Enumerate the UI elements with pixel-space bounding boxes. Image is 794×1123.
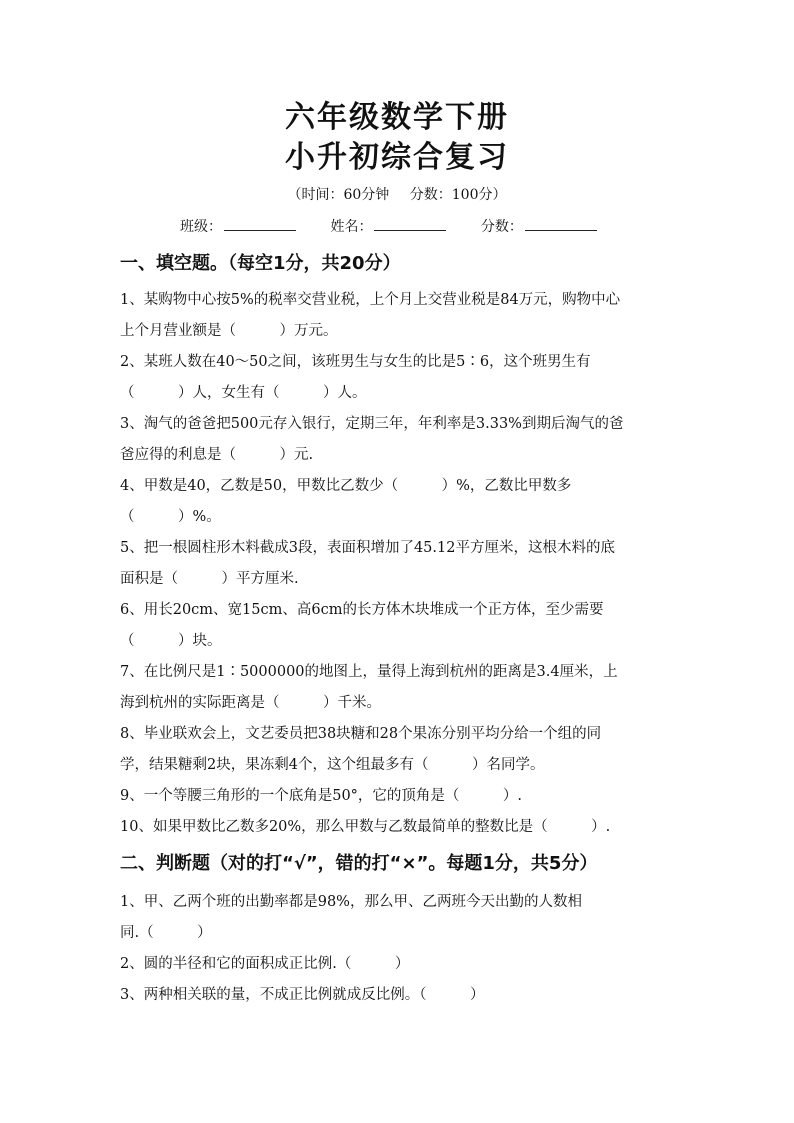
question-4-line-2: （ ）%。	[120, 509, 221, 525]
question-10	[120, 812, 676, 843]
score-label: 分数：	[480, 219, 523, 235]
question-3	[120, 409, 676, 471]
score-info: 分数：100分）	[409, 187, 507, 203]
section-2-heading: 二、判断题（对的打“√”，错的打“×”。每题1分，共5分）	[120, 853, 598, 874]
question-2	[120, 347, 676, 409]
student-info-fields	[180, 216, 680, 237]
exam-meta	[0, 185, 794, 205]
question-9	[120, 781, 676, 812]
question-6-line-1: 6、用长20cm、宽15cm、高6cm的长方体木块堆成一个正方体，至少需要	[120, 602, 604, 618]
score-blank[interactable]	[525, 216, 597, 231]
question-1-line-2: 上个月营业额是（ ）万元。	[120, 323, 338, 339]
section-1-heading: 一、填空题。（每空1分，共20分）	[120, 253, 401, 274]
judgment-1	[120, 887, 676, 949]
score-field[interactable]	[481, 216, 597, 237]
question-7	[120, 657, 676, 719]
time-info: （时间：60分钟	[287, 187, 390, 203]
question-1-line-1: 1、某购物中心按5%的税率交营业税，上个月上交营业税是84万元，购物中心	[120, 292, 621, 308]
question-8-line-2: 学，结果糖剩2块，果冻剩4个，这个组最多有（ ）名同学。	[120, 757, 545, 773]
name-field[interactable]	[330, 216, 446, 237]
judgment-2	[120, 949, 676, 980]
class-label: 班级：	[180, 219, 222, 235]
judgment-3	[120, 980, 676, 1011]
name-label: 姓名：	[330, 219, 373, 235]
question-4	[120, 471, 676, 533]
question-6	[120, 595, 676, 657]
question-9-line-1: 9、一个等腰三角形的一个底角是50°，它的顶角是（ ）.	[120, 788, 523, 804]
question-5-line-1: 5、把一根圆柱形木料截成3段，表面积增加了45.12平方厘米，这根木料的底	[120, 540, 615, 556]
question-3-line-2: 爸应得的利息是（ ）元.	[120, 447, 314, 463]
question-4-line-1: 4、甲数是40，乙数是50，甲数比乙数少（ ）%，乙数比甲数多	[120, 478, 572, 494]
class-blank[interactable]	[224, 216, 296, 231]
question-7-line-2: 海到杭州的实际距离是（ ）千米。	[120, 695, 381, 711]
question-6-line-2: （ ）块。	[120, 633, 222, 649]
question-2-line-2: （ ）人，女生有（ ）人。	[120, 385, 367, 401]
question-7-line-1: 7、在比例尺是1∶5000000的地图上，量得上海到杭州的距离是3.4厘米，上	[120, 664, 618, 680]
name-blank[interactable]	[374, 216, 446, 231]
judgment-1-line-2: 同.（ ）	[120, 925, 212, 941]
question-5	[120, 533, 676, 595]
judgment-2-line-1: 2、圆的半径和它的面积成正比例.（ ）	[120, 956, 410, 972]
judgment-1-line-1: 1、甲、乙两个班的出勤率都是98%，那么甲、乙两班今天出勤的人数相	[120, 894, 582, 910]
judgment-3-line-1: 3、两种相关联的量，不成正比例就成反比例。（ ）	[120, 987, 485, 1003]
question-8	[120, 719, 676, 781]
question-8-line-1: 8、毕业联欢会上，文艺委员把38块糖和28个果冻分别平均分给一个组的同	[120, 726, 602, 742]
question-10-line-1: 10、如果甲数比乙数多20%，那么甲数与乙数最简单的整数比是（ ）.	[120, 819, 611, 835]
title-line-2: 小升初综合复习	[285, 140, 509, 175]
title-line-1: 六年级数学下册	[285, 100, 509, 135]
question-2-line-1: 2、某班人数在40～50之间，该班男生与女生的比是5∶6，这个班男生有	[120, 354, 591, 370]
question-1	[120, 285, 676, 347]
question-5-line-2: 面积是（ ）平方厘米.	[120, 571, 299, 587]
class-field[interactable]	[180, 216, 296, 237]
question-3-line-1: 3、淘气的爸爸把500元存入银行，定期三年，年利率是3.33%到期后淘气的爸	[120, 416, 624, 432]
